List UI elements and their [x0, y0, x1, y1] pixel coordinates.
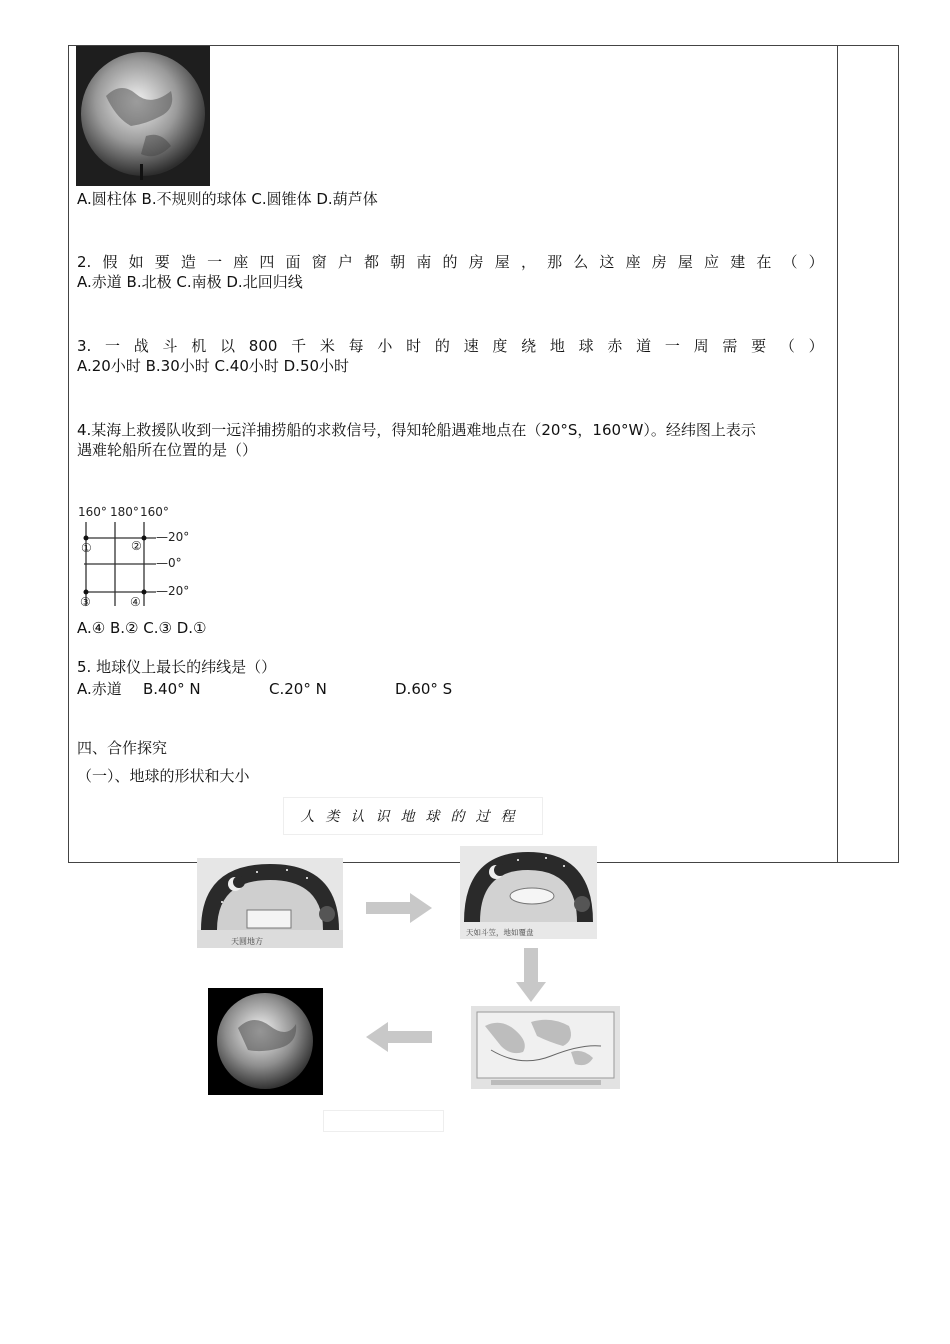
- q5-option-c: C.20° N: [269, 680, 327, 698]
- stem-char: 造: [180, 253, 196, 271]
- stem-char: 一: [664, 337, 680, 355]
- q5-option-d: D.60° S: [395, 680, 453, 698]
- stem-char: ）: [808, 337, 824, 355]
- grid-right-label: —20°: [156, 584, 190, 598]
- stem-char: （: [782, 253, 798, 271]
- stem-char: 屋: [677, 253, 693, 271]
- stem-char: 要: [751, 337, 767, 355]
- stem-char: 的: [434, 337, 450, 355]
- stem-char: 都: [364, 253, 380, 271]
- stem-char: 每: [348, 337, 364, 355]
- stem-char: 座: [233, 253, 249, 271]
- stem-char: 在: [756, 253, 772, 271]
- stem-char: 么: [573, 253, 589, 271]
- grid-point-1: ①: [81, 541, 92, 555]
- stem-char: （: [779, 337, 795, 355]
- picture-2-caption: 天如斗笠，地如覆盘: [466, 928, 534, 937]
- stem-char: 座: [625, 253, 641, 271]
- stem-char: 要: [154, 253, 170, 271]
- stem-char: 房: [468, 253, 484, 271]
- grid-right-label: —20°: [156, 530, 190, 544]
- world-map-picture: [471, 1006, 620, 1089]
- diagram-title: 人类认识地球的过程: [283, 797, 543, 835]
- grid-point-2: ②: [131, 539, 142, 553]
- stem-char: 3.: [77, 337, 92, 355]
- q3-stem: [77, 336, 824, 356]
- stem-char: 的: [442, 253, 458, 271]
- stem-char: 朝: [390, 253, 406, 271]
- stem-char: 时: [406, 337, 422, 355]
- dome-picture-1: [197, 858, 343, 948]
- stem-char: ，: [520, 253, 536, 271]
- stem-char: 绕: [521, 337, 537, 355]
- q2-options: A.赤道 B.北极 C.南极 D.北回归线: [77, 273, 303, 291]
- arrow-left-icon: [366, 1022, 432, 1052]
- grid-point-4: ④: [130, 595, 141, 609]
- grid-top-label: 180°: [110, 505, 139, 519]
- stem-char: 一: [105, 337, 121, 355]
- stem-char: 以: [220, 337, 236, 355]
- section-heading: 四、合作探究: [77, 739, 168, 757]
- stem-char: 小: [377, 337, 393, 355]
- dome-picture-2: [460, 846, 597, 939]
- q4-stem-line1: 4.某海上救援队收到一远洋捕捞船的求救信号，得知轮船遇难地点在（20°S，160°W）。经纬图上表示: [77, 421, 756, 439]
- stem-char: 这: [599, 253, 615, 271]
- stem-char: ）: [808, 253, 824, 271]
- stem-char: 千: [291, 337, 307, 355]
- stem-char: 窗: [311, 253, 327, 271]
- grid-right-label: —0°: [156, 556, 182, 570]
- q3-options: A.20小时 B.30小时 C.40小时 D.50小时: [77, 357, 350, 375]
- stem-char: 机: [191, 337, 207, 355]
- grid-point-3: ③: [80, 595, 91, 609]
- stem-char: 2.: [77, 253, 92, 271]
- stem-char: 800: [248, 337, 278, 355]
- grid-top-label: 160°: [78, 505, 107, 519]
- q2-stem: [77, 252, 824, 272]
- stem-char: 屋: [494, 253, 510, 271]
- stem-char: 赤: [607, 337, 623, 355]
- stem-char: 需: [722, 337, 738, 355]
- stem-char: 那: [547, 253, 563, 271]
- stem-char: 球: [578, 337, 594, 355]
- q4-options: A.④ B.② C.③ D.①: [77, 619, 207, 637]
- section-subheading: （一）、地球的形状和大小: [77, 767, 250, 785]
- stem-char: 斗: [162, 337, 178, 355]
- stem-char: 四: [259, 253, 275, 271]
- picture-1-caption: 天圆地方: [231, 937, 263, 946]
- stem-char: 度: [492, 337, 508, 355]
- q5-stem: 5. 地球仪上最长的纬线是（）: [77, 658, 277, 676]
- grid-top-label: 160°: [140, 505, 169, 519]
- stem-char: 米: [319, 337, 335, 355]
- stem-char: 房: [651, 253, 667, 271]
- stem-char: 如: [128, 253, 144, 271]
- q5-option-b: B.40° N: [143, 680, 201, 698]
- table-divider: [837, 45, 838, 863]
- q1-options: A.圆柱体 B.不规则的球体 C.圆锥体 D.葫芦体: [77, 190, 378, 208]
- q4-stem-line2: 遇难轮船所在位置的是（）: [77, 441, 258, 459]
- lat-long-grid: [78, 500, 190, 612]
- stem-char: 道: [636, 337, 652, 355]
- earth-photo: [76, 46, 210, 186]
- stem-char: 南: [416, 253, 432, 271]
- stem-char: 户: [337, 253, 353, 271]
- earth-photo-2: [208, 988, 323, 1095]
- stem-char: 假: [102, 253, 118, 271]
- stem-char: 一: [207, 253, 223, 271]
- empty-caption-box: [323, 1110, 444, 1132]
- stem-char: 速: [463, 337, 479, 355]
- stem-char: 地: [549, 337, 565, 355]
- q5-option-a: A.赤道: [77, 680, 122, 698]
- stem-char: 周: [693, 337, 709, 355]
- stem-char: 战: [133, 337, 149, 355]
- stem-char: 应: [704, 253, 720, 271]
- stem-char: 建: [730, 253, 746, 271]
- stem-char: 面: [285, 253, 301, 271]
- arrow-down-icon: [516, 948, 546, 1002]
- arrow-right-icon: [366, 893, 432, 923]
